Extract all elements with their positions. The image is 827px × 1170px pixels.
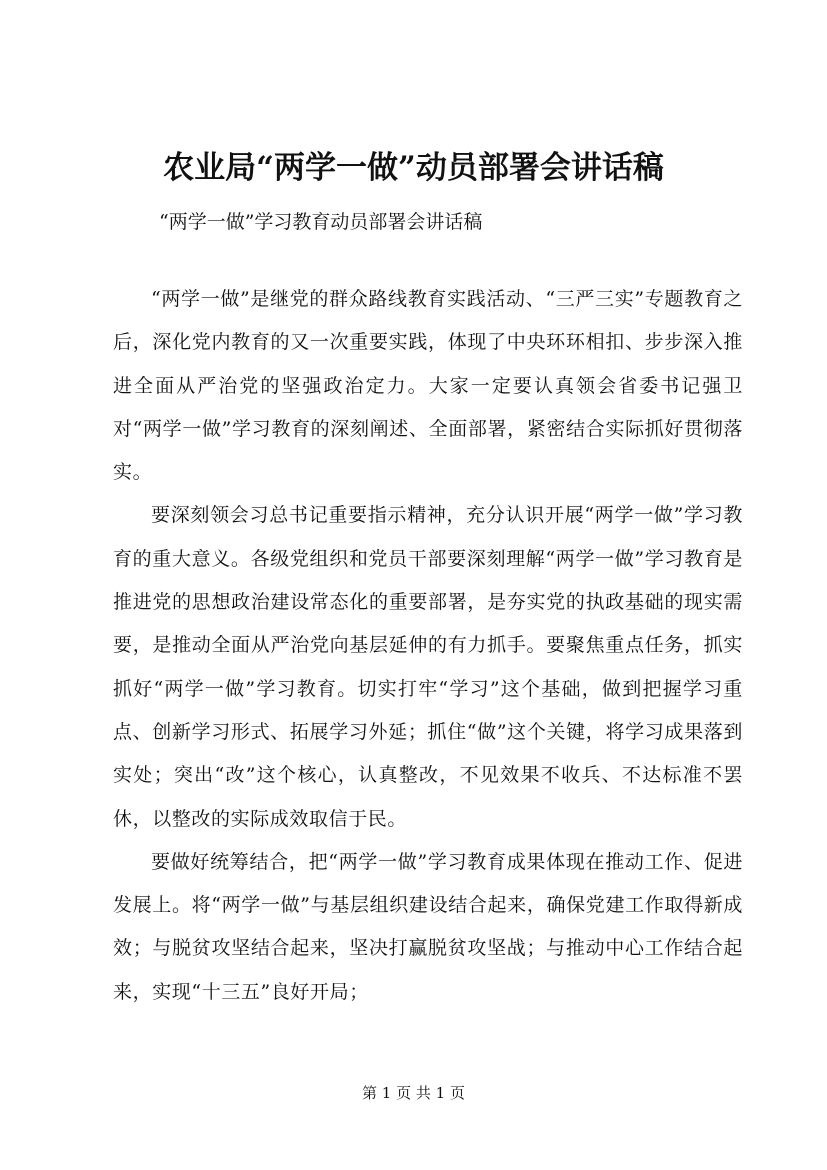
paragraph: “两学一做”是继党的群众路线教育实践活动、“三严三实”专题教育之后，深化党内教育的又一次重要实践，体现了中央环环相扣、步步深入推进全面从严治党的坚强政治定力。大家一定要认真领会省委书记强卫对“两学一做”学习教育的深刻阐述、全面部署，紧密结合实际抓好贯彻落实。 (113, 288, 743, 484)
document-title: 农业局“两学一做”动员部署会讲话稿 (163, 150, 664, 186)
paragraph: 要做好统筹结合，把“两学一做”学习教育成果体现在推动工作、促进发展上。将“两学一做”与基层组织建设结合起来，确保党建工作取得新成效；与脱贫攻坚结合起来，坚决打赢脱贫攻坚战；与推动中心工作结合起来，实现“十三五”良好开局； (113, 850, 743, 1003)
page-footer: 第 1 页 共 1 页 (362, 1084, 465, 1102)
document-body (113, 278, 743, 1014)
paragraph: 要深刻领会习总书记重要指示精神，充分认识开展“两学一做”学习教育的重大意义。各级党组织和党员干部要深刻理解“两学一做”学习教育是推进党的思想政治建设常态化的重要部署，是夯实党的执政基础的现实需要，是推动全面从严治党向基层延伸的有力抓手。要聚焦重点任务，抓实抓好“两学一做”学习教育。切实打牢“学习”这个基础，做到把握学习重点、创新学习形式、拓展学习外延；抓住“做”这个关键，将学习成果落到实处；突出“改”这个核心，认真整改，不见效果不收兵、不达标准不罢休，以整改的实际成效取信于民。 (113, 504, 743, 830)
document-subtitle: “两学一做”学习教育动员部署会讲话稿 (159, 211, 483, 233)
